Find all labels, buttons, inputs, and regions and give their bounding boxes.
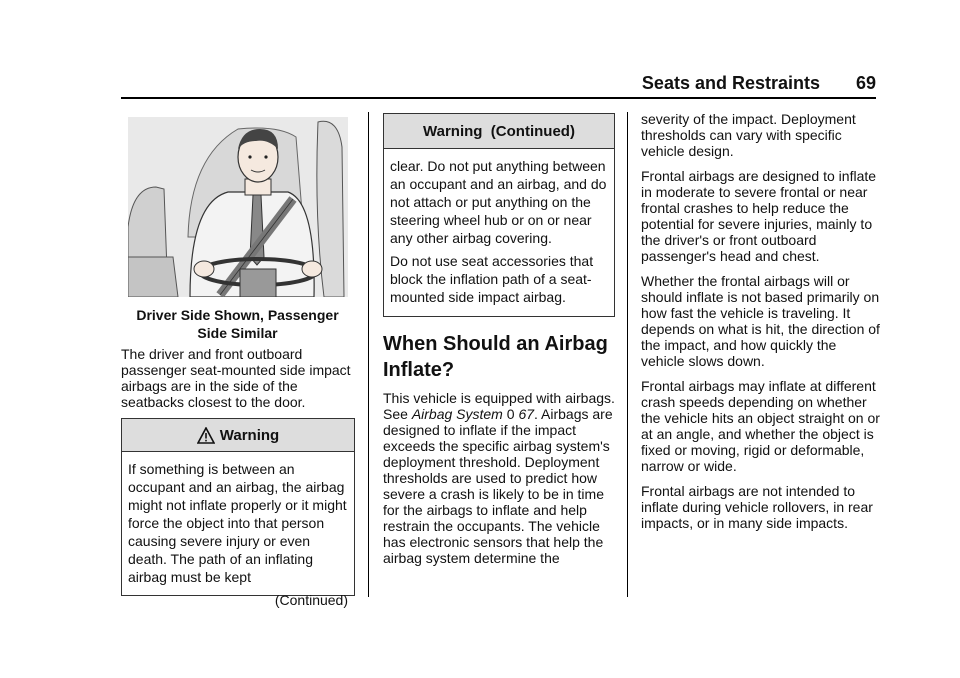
section-heading: When Should an Airbag Inflate?: [383, 333, 608, 381]
warning-box: [121, 418, 355, 608]
page-ref-icon: 0: [506, 406, 515, 422]
body-text-segment: . Airbags are designed to inflate if the impact exceeds the specific airbag system's deployment threshold. Deployment thresholds are used to predict how severe a crash is likely to be in time for the airbags to inflate and help restrain the occupants. The vehicle has electronic sensors that help the airbag system determine the: [383, 406, 613, 566]
body-text: Frontal airbags may inflate at different crash speeds depending on whether the vehicle hits an object straight on or at an angle, and whether the object is fixed or moving, rigid or deformable, narrow or wide.: [641, 378, 880, 474]
warning-header: [384, 114, 614, 149]
body-text-segment: This vehicle is equipped with airbags. See: [383, 390, 615, 422]
column-divider: [368, 112, 369, 597]
body-text: severity of the impact. Deployment thresholds can vary with specific vehicle design.: [641, 111, 856, 159]
warning-title: Warning (Continued): [423, 122, 575, 140]
warning-continued-box: [383, 113, 615, 317]
warning-body: [122, 452, 354, 613]
column-divider: [627, 112, 628, 597]
page-ref-number[interactable]: 67: [518, 406, 535, 422]
cross-reference-link[interactable]: Airbag System: [411, 406, 503, 422]
warning-body: [384, 149, 614, 315]
warning-header: [122, 419, 354, 452]
section-title: Seats and Restraints: [641, 73, 820, 93]
page-number: 69: [855, 73, 876, 93]
body-text: Frontal airbags are designed to inflate in moderate to severe frontal or near frontal crashes to help reduce the potential for severe injuries, mainly to the driver's or front outboard passenger's head and chest.: [641, 168, 877, 264]
warning-title: Warning: [219, 426, 280, 444]
warning-text: If something is between an occupant and an airbag, the airbag might not inflate properly or it might force the object into that person causing severe injury or even death. The path of an inflating airbag must be kept: [128, 461, 347, 585]
warning-triangle-icon: [197, 427, 215, 444]
continued-label: (Continued): [274, 592, 348, 608]
figure-caption-line: Driver Side Shown, Passenger: [136, 307, 339, 323]
body-text: [383, 390, 623, 566]
figure-caption-line: Side Similar: [197, 325, 278, 341]
warning-text: clear. Do not put anything between an occupant and an airbag, and do not attach or put anything on the steering wheel hub or on or near any other airbag covering.: [390, 158, 607, 246]
warning-text: Do not use seat accessories that block the inflation path of a seat-mounted side impact airbag.: [390, 253, 594, 305]
right-column-text: [641, 111, 881, 540]
header-rule: [121, 97, 876, 99]
body-text: The driver and front outboard passenger seat-mounted side impact airbags are in the side of the seatbacks closest to the door.: [121, 346, 351, 410]
body-paragraph: [383, 390, 623, 575]
driver-airbag-illustration: [128, 117, 348, 297]
body-paragraph: [121, 346, 356, 419]
body-text: Frontal airbags are not intended to inflate during vehicle rollovers, in rear impacts, or in many side impacts.: [641, 483, 873, 531]
figure-caption: [121, 306, 354, 342]
body-text: Whether the frontal airbags will or should inflate is not based primarily on how fast the vehicle is traveling. It depends on what is hit, the direction of the impact, and how quickly the vehicle slows down.: [641, 273, 880, 369]
